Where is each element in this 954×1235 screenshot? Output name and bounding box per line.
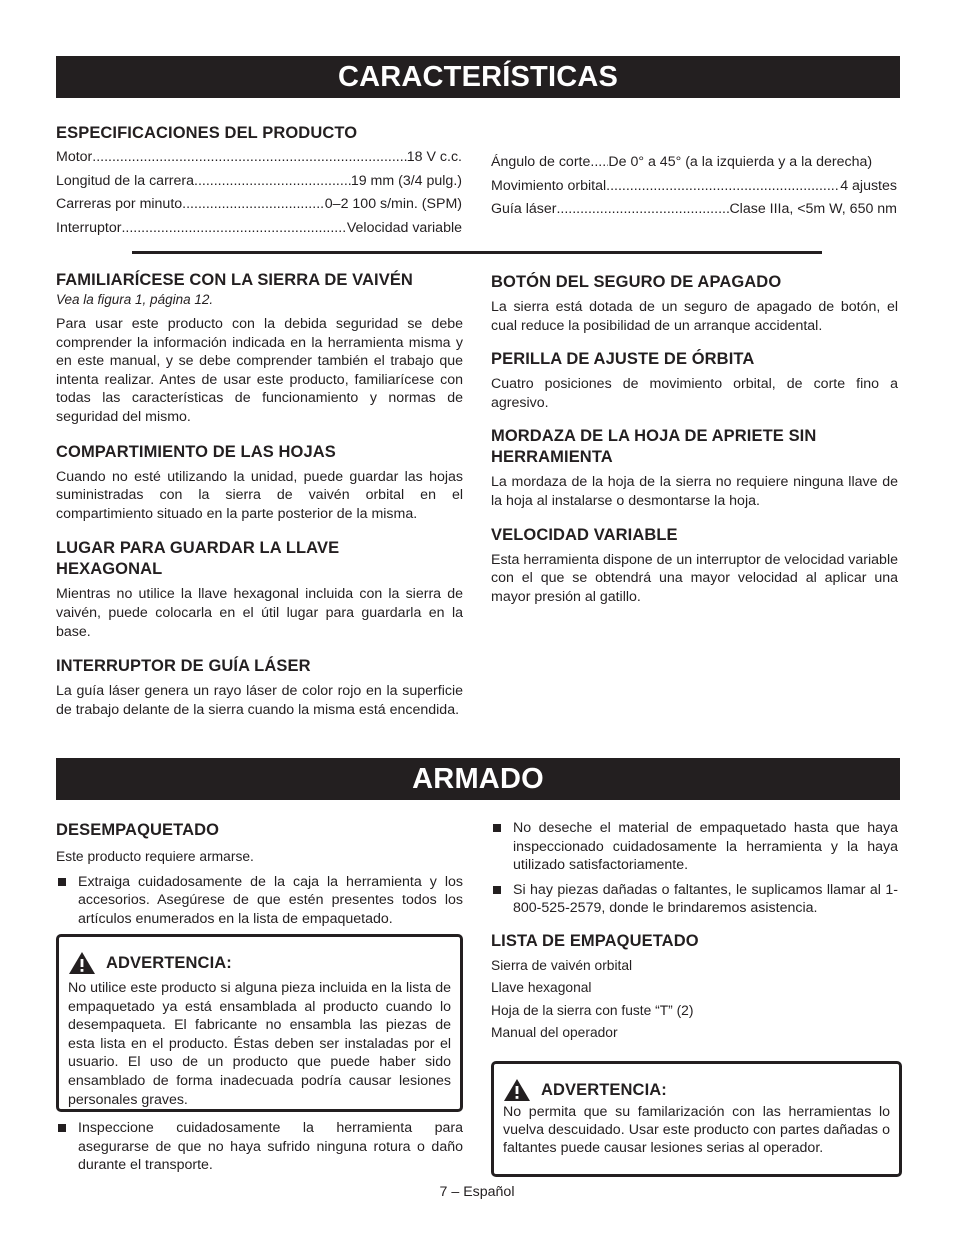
warning-box bbox=[491, 1061, 902, 1177]
feature-heading: VELOCIDAD VARIABLE bbox=[491, 525, 678, 544]
bullet-square-icon bbox=[493, 824, 501, 832]
feature-section bbox=[56, 538, 463, 641]
feature-section bbox=[56, 270, 463, 427]
spec-row bbox=[56, 193, 462, 217]
feature-text: Mientras no utilice la llave hexagonal incluida con la sierra de vaivén, puede colocarla en el útil lugar para guardarla en la base. bbox=[56, 586, 463, 640]
feature-heading: PERILLA DE AJUSTE DE ÓRBITA bbox=[491, 350, 755, 369]
list-item bbox=[491, 881, 898, 918]
packing-list bbox=[491, 955, 898, 1044]
spec-row bbox=[491, 175, 897, 199]
feature-text: La mordaza de la hoja de la sierra no requiere ninguna llave de la hoja al instalarse o desmontarse la hoja. bbox=[491, 474, 898, 509]
spec-value: 18 V c.c. bbox=[406, 149, 462, 165]
warning-title: ADVERTENCIA: bbox=[106, 953, 232, 972]
spec-value: Velocidad variable bbox=[346, 219, 462, 236]
section-title: CARACTERÍSTICAS bbox=[337, 61, 619, 93]
section-banner-armado bbox=[56, 758, 900, 800]
features-right-column bbox=[491, 272, 898, 606]
spec-label: Carreras por minuto bbox=[56, 196, 183, 212]
feature-text: La guía láser genera un rayo láser de color rojo en la superficie de trabajo delante de la sierra cuando la misma está encendida. bbox=[56, 683, 463, 718]
feature-heading: COMPARTIMIENTO DE LAS HOJAS bbox=[56, 442, 336, 461]
feature-heading: MORDAZA DE LA HOJA DE APRIETE SIN HERRAMIENTA bbox=[491, 427, 817, 467]
feature-text: Esta herramienta dispone de un interruptor de velocidad variable con el que se obtendrá una mayor velocidad al aplicar una mayor presión al gatillo. bbox=[491, 551, 898, 605]
section-title: ARMADO bbox=[412, 763, 544, 795]
packing-heading: LISTA DE EMPAQUETADO bbox=[491, 931, 699, 950]
spec-value: 0–2 100 s/min. (SPM) bbox=[324, 196, 462, 212]
feature-heading: BOTÓN DEL SEGURO DE APAGADO bbox=[491, 273, 782, 291]
spec-label: Movimiento orbital bbox=[491, 177, 607, 194]
armado-right-column bbox=[491, 819, 898, 1044]
bullet-text: Extraiga cuidadosamente de la caja la herramienta y los accesorios. Asegúrese de que estén presentes todos los artículos enumerados en la lista de empaquetado. bbox=[78, 873, 463, 927]
spec-label: Ángulo de corte bbox=[491, 154, 591, 170]
packing-item: Manual del operador bbox=[491, 1024, 618, 1040]
bullet-text: Inspeccione cuidadosamente la herramienta para asegurarse de que no haya sufrido ninguna rotura o daño durante el transporte. bbox=[78, 1120, 463, 1174]
feature-text: La sierra está dotada de un seguro de apagado de botón, el cual reduce la posibilidad de un arranque accidental. bbox=[491, 299, 898, 334]
list-item bbox=[56, 1119, 463, 1175]
feature-section bbox=[491, 349, 898, 412]
features-left-column bbox=[56, 270, 463, 719]
feature-heading: FAMILIARÍCESE CON LA SIERRA DE VAIVÉN bbox=[56, 271, 413, 289]
feature-section bbox=[491, 525, 898, 607]
spec-label: Motor bbox=[56, 149, 93, 165]
spec-row bbox=[56, 170, 462, 194]
specs-heading: ESPECIFICACIONES DEL PRODUCTO bbox=[56, 124, 358, 142]
packing-item: Sierra de vaivén orbital bbox=[491, 957, 633, 973]
warning-title-row bbox=[68, 951, 451, 975]
specs-right-column bbox=[491, 151, 897, 222]
spec-value: 4 ajustes bbox=[840, 177, 897, 194]
spec-row bbox=[56, 146, 462, 170]
spec-label: Interruptor bbox=[56, 219, 122, 236]
warning-title: ADVERTENCIA: bbox=[541, 1080, 667, 1099]
spec-label: Longitud de la carrera bbox=[56, 172, 195, 189]
unpack-intro: Este producto requiere armarse. bbox=[56, 849, 254, 864]
spec-value: 19 mm (3/4 pulg.) bbox=[350, 172, 462, 189]
specs-left-column bbox=[56, 123, 462, 240]
bullet-square-icon bbox=[493, 886, 501, 894]
feature-heading: LUGAR PARA GUARDAR LA LLAVE HEXAGONAL bbox=[56, 539, 340, 579]
warning-triangle-icon bbox=[68, 951, 96, 975]
figure-reference: Vea la figura 1, página 12. bbox=[56, 292, 214, 307]
feature-text: Cuando no esté utilizando la unidad, puede guardar las hojas suministradas con la sierra de vaivén orbital en el compartimiento situado en la parte posterior de la misma. bbox=[56, 468, 463, 522]
spec-value: Clase IIIa, <5m W, 650 nm bbox=[729, 201, 897, 217]
feature-section bbox=[491, 272, 898, 335]
list-item bbox=[56, 873, 463, 929]
feature-text: Para usar este producto con la debida seguridad se debe comprender la información indicada en la herramienta misma y en este manual, y se debe comprender también el trabajo que intenta realizar. Antes de usar este producto, familiarícese con todas las características de funcionamiento y normas de seguridad del mismo. bbox=[56, 316, 463, 425]
warning-triangle-icon bbox=[503, 1078, 531, 1102]
list-item bbox=[491, 819, 898, 875]
section-divider bbox=[132, 251, 822, 254]
feature-section bbox=[56, 656, 463, 719]
feature-section bbox=[56, 442, 463, 524]
bullet-square-icon bbox=[58, 878, 66, 886]
bullet-square-icon bbox=[58, 1124, 66, 1132]
bullet-text: No deseche el material de empaquetado hasta que haya inspeccionado cuidadosamente la herramienta y la haya utilizado satisfactoriamente. bbox=[513, 820, 898, 874]
packing-item: Llave hexagonal bbox=[491, 980, 592, 996]
spec-row bbox=[491, 151, 897, 175]
armado-left-column bbox=[56, 820, 463, 928]
feature-text: Cuatro posiciones de movimiento orbital, de corte fino a agresivo. bbox=[491, 376, 898, 411]
section-banner-caracteristicas bbox=[56, 56, 900, 98]
warning-text: No utilice este producto si alguna pieza incluida en la lista de empaquetado ya está ensamblada al producto cuando lo desempaqueta. El fabricante no ensambla las piezas de esta lista en el producto. Éstas deben ser instaladas por el usuario. El uso de un producto que puede haber sido ensamblado de forma inadecuada podría causar lesiones personales graves. bbox=[68, 980, 451, 1108]
warning-title-row bbox=[503, 1078, 890, 1102]
page-footer: 7 – Español bbox=[439, 1184, 515, 1200]
spec-label: Guía láser bbox=[491, 201, 557, 217]
packing-item: Hoja de la sierra con fuste “T” (2) bbox=[491, 1002, 694, 1018]
feature-section bbox=[491, 426, 898, 510]
spec-value: De 0° a 45° (a la izquierda y a la derecha) bbox=[608, 154, 873, 170]
spec-row bbox=[491, 198, 897, 222]
unpack-heading: DESEMPAQUETADO bbox=[56, 821, 220, 839]
armado-left-bottom bbox=[56, 1119, 463, 1175]
warning-text: No permita que su familarización con las herramientas lo vuelva descuidado. Usar este producto con partes dañadas o faltantes puede causar lesiones serias al operador. bbox=[503, 1104, 890, 1156]
feature-heading: INTERRUPTOR DE GUÍA LÁSER bbox=[56, 657, 311, 676]
bullet-text: Si hay piezas dañadas o faltantes, le suplicamos llamar al 1-800-525-2579, donde le brindaremos asistencia. bbox=[513, 881, 898, 917]
warning-box bbox=[56, 934, 463, 1112]
spec-row bbox=[56, 217, 462, 241]
